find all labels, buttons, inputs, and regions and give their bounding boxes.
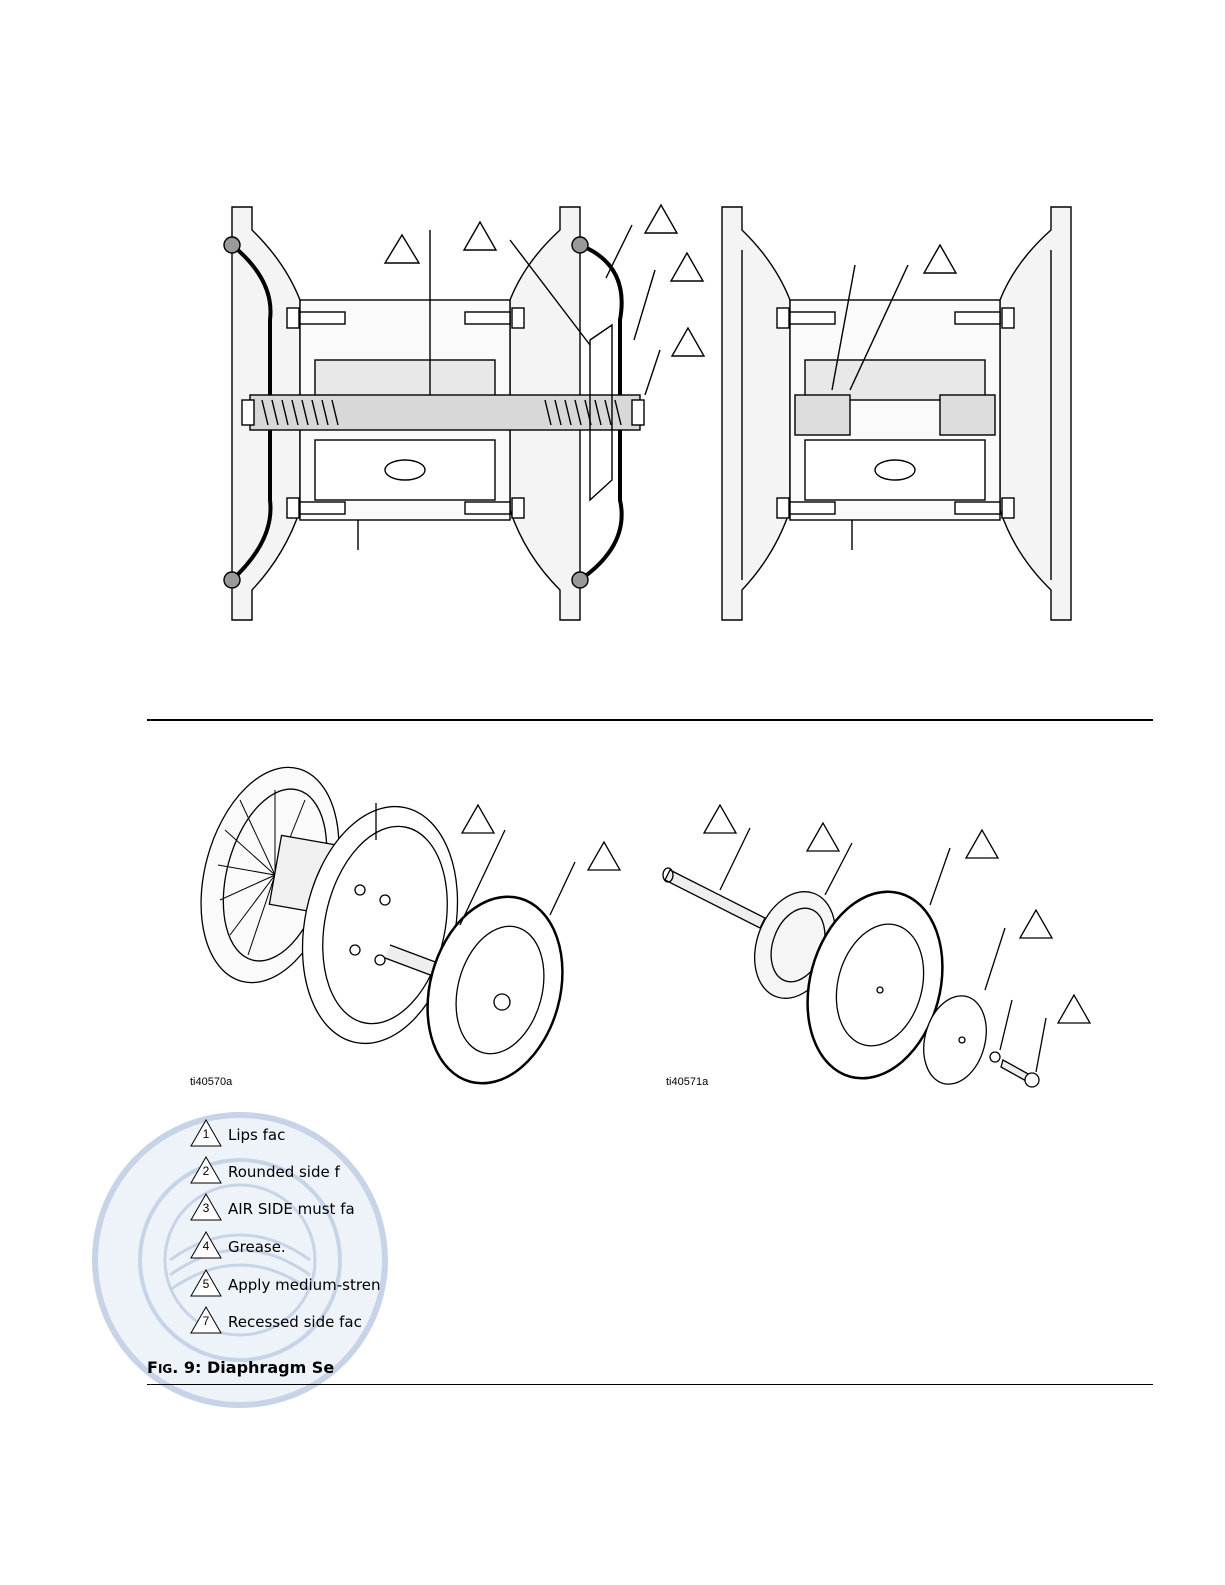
note-text: Rounded side f (228, 1163, 340, 1181)
note-number: 4 (202, 1239, 210, 1253)
note-number: 7 (202, 1314, 210, 1328)
note-text: Recessed side fac (228, 1313, 362, 1331)
note-number: 1 (202, 1127, 210, 1141)
image-id-right: ti40571a (666, 1076, 709, 1088)
note-text: AIR SIDE must fa (228, 1200, 355, 1218)
caption-prefix: F (147, 1358, 158, 1377)
caption-text: . 9: Diaphragm Se (172, 1358, 335, 1377)
divider-bottom (147, 1384, 1153, 1385)
shaft-rod (665, 870, 765, 928)
figure-caption (147, 1358, 334, 1377)
note-number: 5 (202, 1277, 210, 1291)
note-text: Grease. (228, 1238, 286, 1256)
note-text: Apply medium-stren (228, 1276, 381, 1294)
caption-prefix-smallcaps: IG (157, 1362, 173, 1376)
note-number: 2 (202, 1164, 210, 1178)
note-number: 3 (202, 1201, 210, 1215)
note-text: Lips fac (228, 1126, 286, 1144)
image-id-left: ti40570a (190, 1076, 233, 1088)
